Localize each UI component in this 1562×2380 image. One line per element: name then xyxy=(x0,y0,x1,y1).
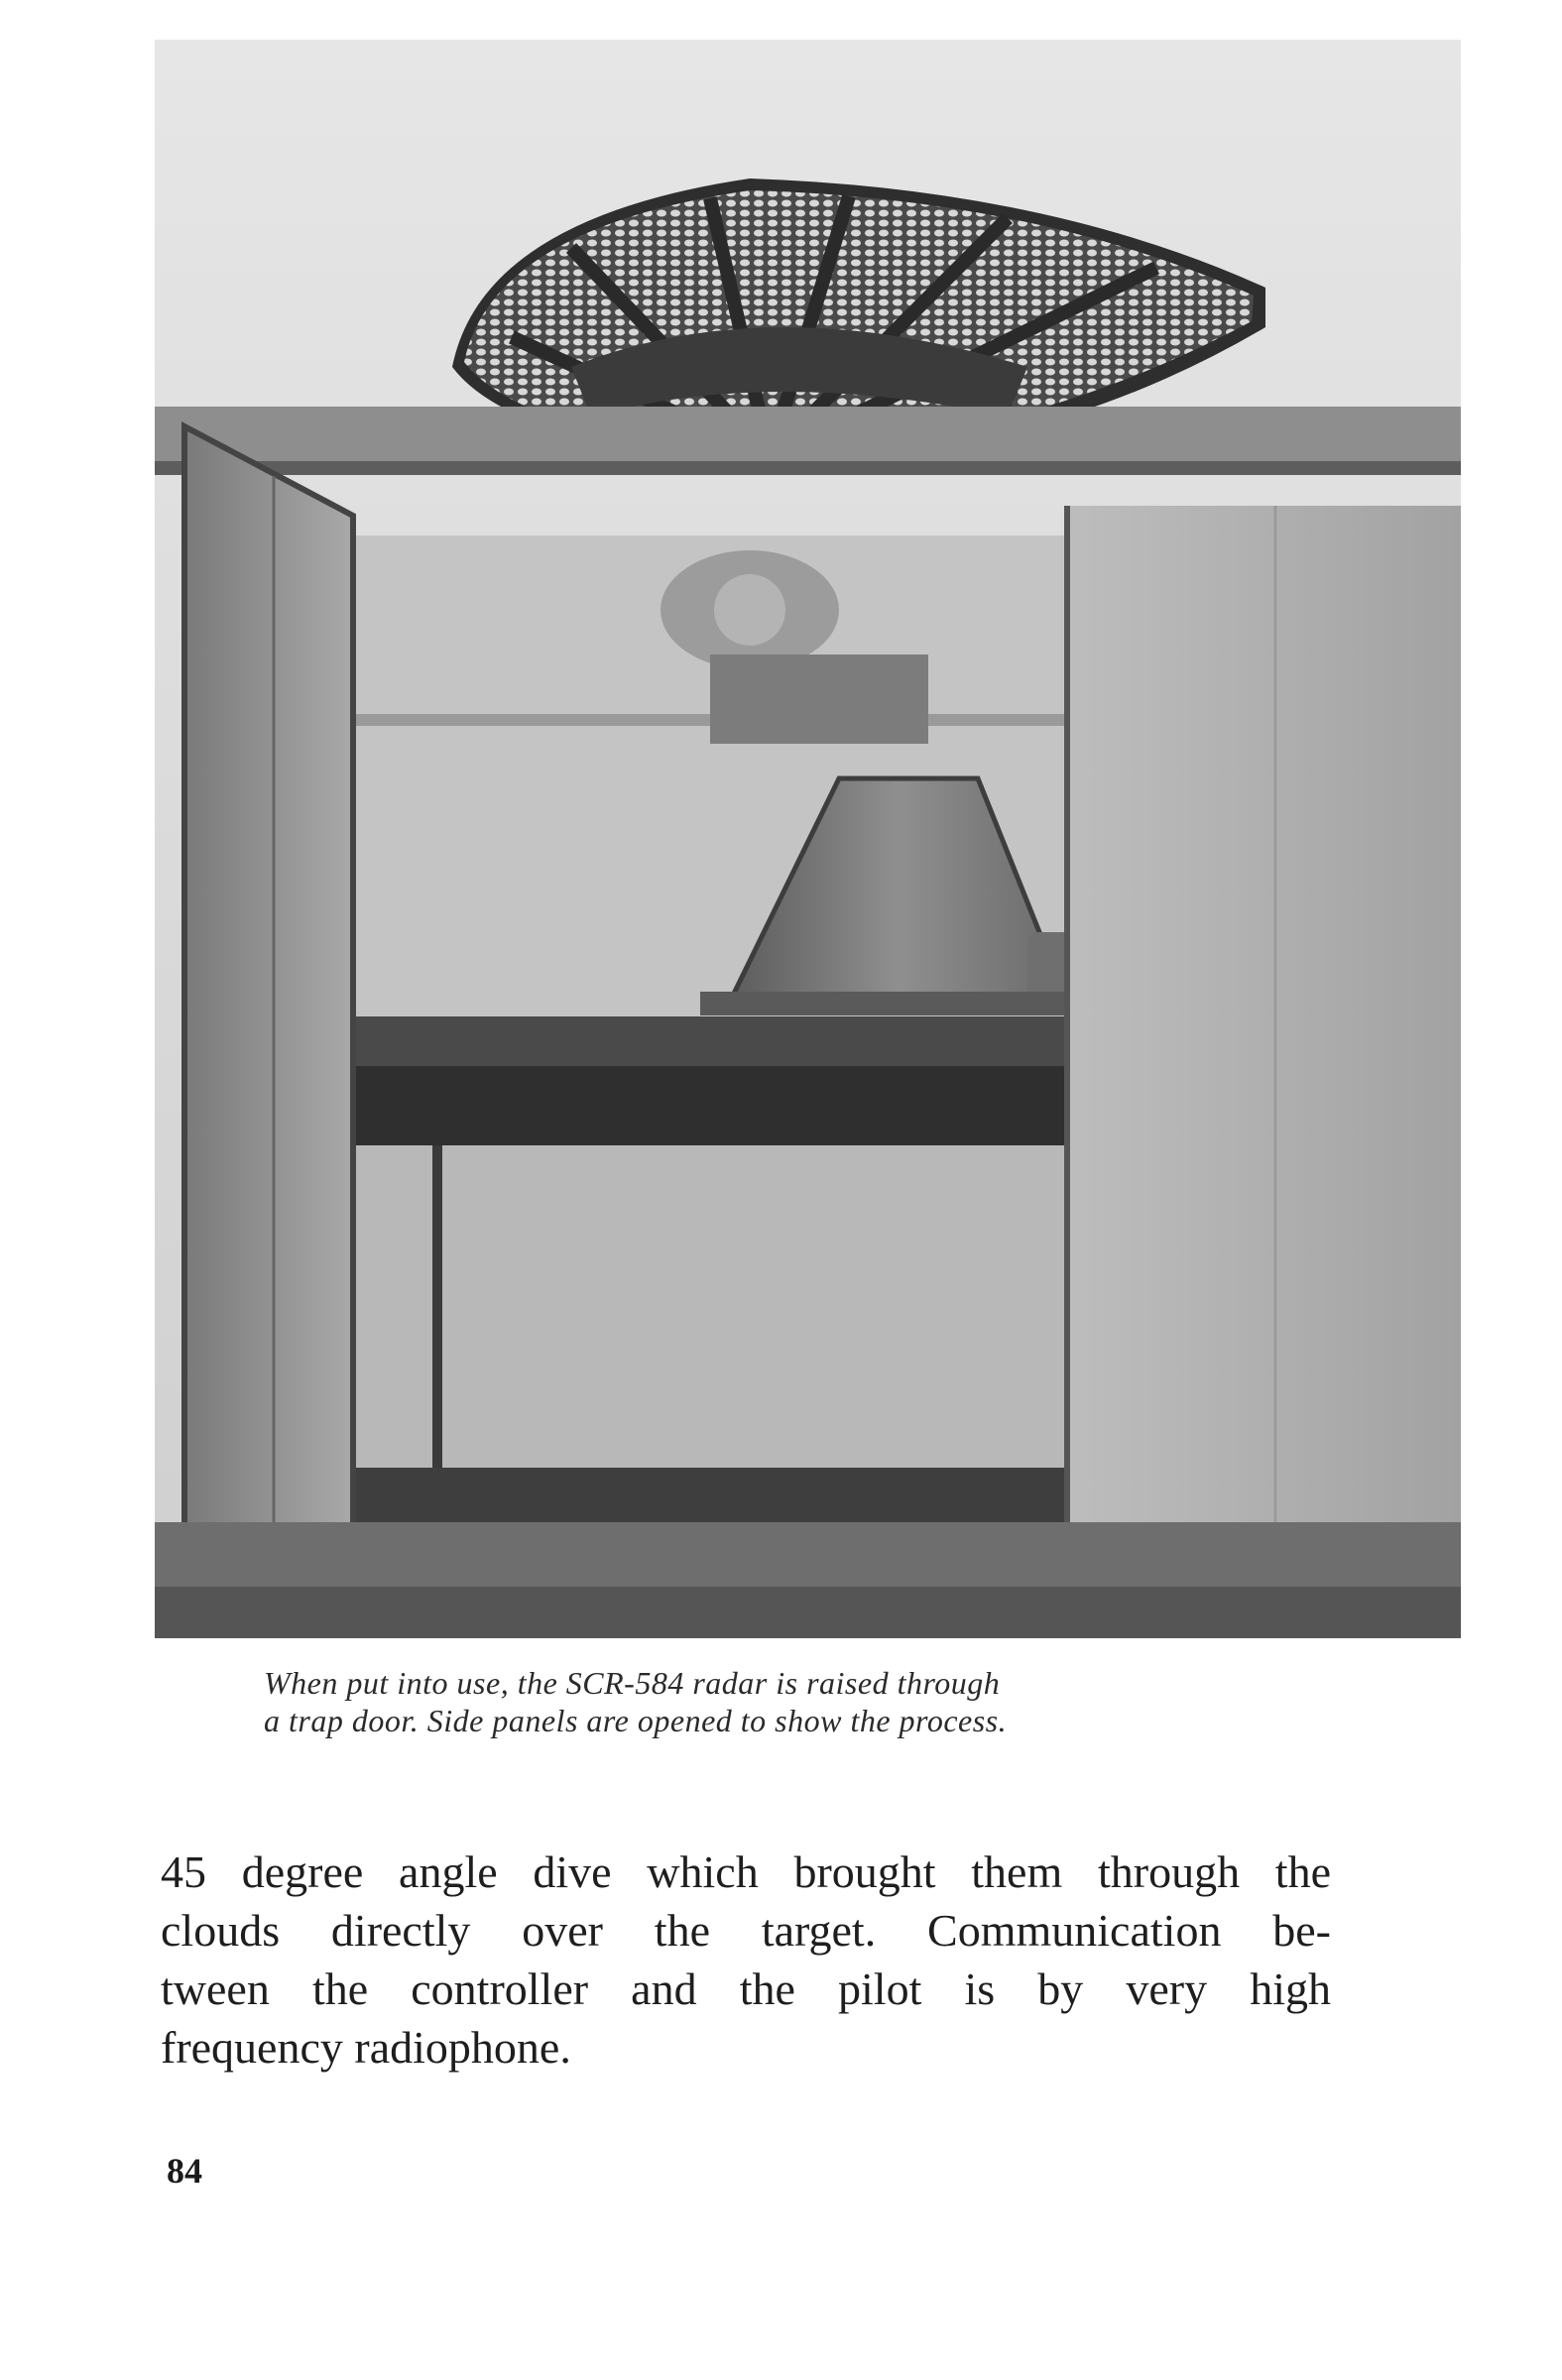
photo-caption xyxy=(264,1664,1256,1739)
body-line-1: 45 degree angle dive which brought them through the xyxy=(161,1846,1331,1897)
radar-photograph xyxy=(155,40,1461,1638)
left-door-panel xyxy=(184,426,353,1638)
radar-photo-illustration xyxy=(155,40,1461,1638)
top-beam xyxy=(155,407,1461,466)
body-line-2: clouds directly over the target. Communication be- xyxy=(161,1905,1331,1956)
caption-line-1: When put into use, the SCR-584 radar is raised through xyxy=(264,1665,1001,1701)
body-line-3: tween the controller and the pilot is by very high xyxy=(161,1964,1331,2014)
body-line-4: frequency radiophone. xyxy=(161,2022,571,2073)
right-door-panel xyxy=(1067,506,1461,1616)
caption-line-2: a trap door. Side panels are opened to show the process. xyxy=(264,1703,1008,1738)
page-number: 84 xyxy=(167,2151,202,2191)
body-paragraph xyxy=(161,1843,1331,2077)
